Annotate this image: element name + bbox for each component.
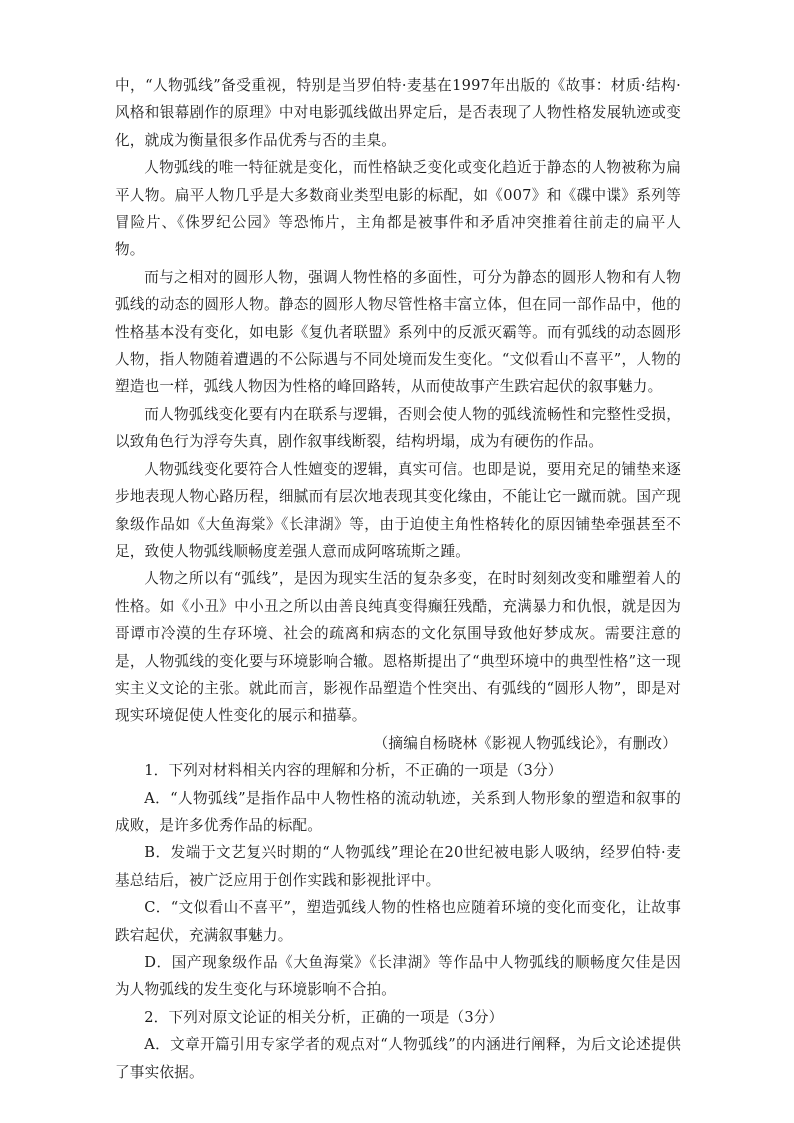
question-1-option-b: B．发端于文艺复兴时期的“人物弧线”理论在20世纪被电影人吸纳，经罗伯特·麦基总结后，被广泛应用于创作实践和影视批评中。: [115, 844, 681, 889]
question-1-stem: 1．下列对材料相关内容的理解和分析，不正确的一项是（3分）: [144, 762, 563, 780]
article-paragraph-3: 而与之相对的圆形人物，强调人物性格的多面性，可分为静态的圆形人物和有人物弧线的动态的圆形人物。静态的圆形人物尽管性格丰富立体，但在同一部作品中，他的性格基本没有变化，如电影《复仇者联盟》系列中的反派灭霸等。而有弧线的动态圆形人物，指人物随着遭遇的不公际遇与不同处境而发生变化。“文似看山不喜平”，人物的塑造也一样，弧线人物因为性格的峰回路转，从而使故事产生跌宕起伏的叙事魅力。: [115, 268, 681, 396]
article-paragraph-2: 人物弧线的唯一特征就是变化，而性格缺乏变化或变化趋近于静态的人物被称为扁平人物。扁平人物几乎是大多数商业类型电影的标配，如《007》和《碟中谍》系列等冒险片、《侏罗纪公园》等恐怖片，主角都是被事件和矛盾冲突推着往前走的扁平人物。: [115, 159, 681, 259]
article-paragraph-6: 人物之所以有“弧线”，是因为现实生活的复杂多变，在时时刻刻改变和雕塑着人的性格。如《小丑》中小丑之所以由善良纯真变得癫狂残酷，充满暴力和仇恨，就是因为哥谭市冷漠的生存环境、社会的疏离和病态的文化氛围导致他好梦成灰。需要注意的是，人物弧线的变化要与环境影响合辙。恩格斯提出了“典型环境中的典型性格”这一现实主义文论的主张。就此而言，影视作品塑造个性突出、有弧线的“圆形人物”，即是对现实环境促使人性变化的展示和描摹。: [115, 570, 681, 725]
article-source: （摘编自杨晓林《影视人物弧线论》，有删改）: [373, 734, 677, 752]
article-paragraph-5: 人物弧线变化要符合人性嬗变的逻辑，真实可信。也即是说，要用充足的铺垫来逐步地表现人物心路历程，细腻而有层次地表现其变化缘由，不能让它一蹴而就。国产现象级作品如《大鱼海棠》《长津湖》等，由于迫使主角性格转化的原因铺垫牵强甚至不足，致使人物弧线顺畅度差强人意而成阿喀琉斯之踵。: [115, 460, 681, 560]
article-paragraph-4: 而人物弧线变化要有内在联系与逻辑，否则会使人物的弧线流畅性和完整性受损，以致角色行为浮夸失真，剧作叙事线断裂，结构坍塌，成为有硬伤的作品。: [115, 405, 681, 451]
article-paragraph-1: 中，“人物弧线”备受重视，特别是当罗伯特·麦基在1997年出版的《故事：材质·结构·风格和银幕剧作的原理》中对电影弧线做出界定后，是否表现了人物性格发展轨迹或变化，就成为衡量很多作品优秀与否的圭臬。: [115, 77, 681, 149]
question-1-option-d: D．国产现象级作品《大鱼海棠》《长津湖》等作品中人物弧线的顺畅度欠佳是因为人物弧线的发生变化与环境影响不合拍。: [115, 954, 681, 999]
question-2-stem: 2．下列对原文论证的相关分析，正确的一项是（3分）: [144, 1008, 504, 1026]
page-content: [115, 72, 681, 1086]
question-1-option-a: A．“人物弧线”是指作品中人物性格的流动轨迹，关系到人物形象的塑造和叙事的成败，是许多优秀作品的标配。: [115, 789, 681, 834]
question-1-option-c: C．“文似看山不喜平”，塑造弧线人物的性格也应随着环境的变化而变化，让故事跌宕起伏，充满叙事魅力。: [115, 899, 681, 944]
question-2-option-a: A．文章开篇引用专家学者的观点对“人物弧线”的内涵进行阐释，为后文论述提供了事实依据。: [115, 1036, 681, 1081]
